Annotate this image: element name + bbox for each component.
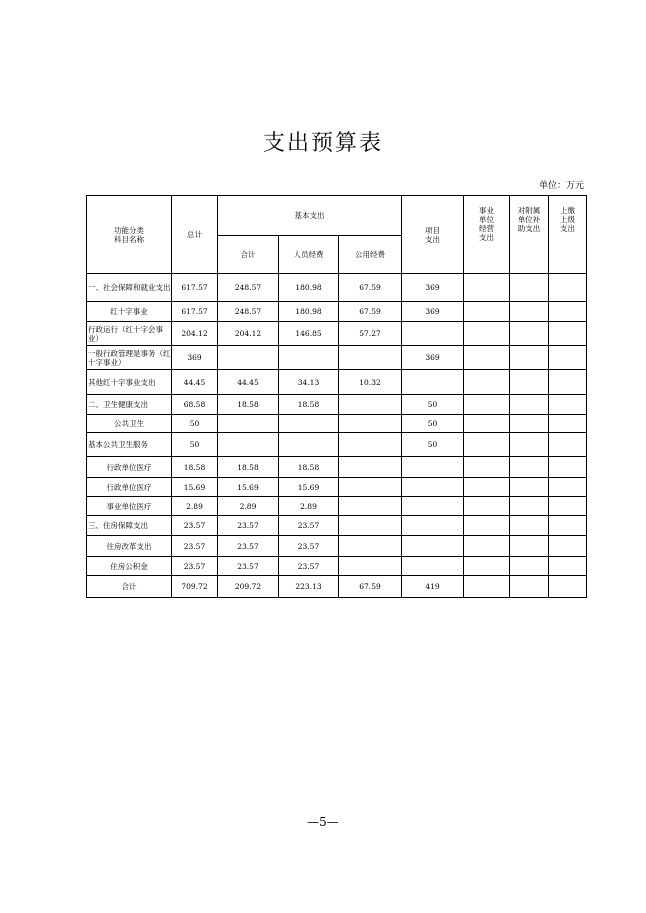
row-basic-total: 209.72 bbox=[218, 576, 279, 598]
row-business bbox=[464, 274, 510, 302]
row-total: 204.12 bbox=[172, 322, 218, 346]
row-project bbox=[402, 536, 464, 557]
row-project bbox=[402, 497, 464, 516]
row-subsidy bbox=[510, 557, 549, 576]
row-name: 行政单位医疗 bbox=[87, 457, 172, 478]
row-personnel: 34.13 bbox=[279, 370, 339, 395]
row-public bbox=[339, 433, 402, 457]
table-row bbox=[87, 557, 587, 576]
row-upper bbox=[549, 322, 587, 346]
row-basic-total: 204.12 bbox=[218, 322, 279, 346]
header-total: 总计 bbox=[172, 196, 218, 274]
row-public: 67.59 bbox=[339, 302, 402, 322]
header-basic-total: 合计 bbox=[218, 236, 279, 274]
row-basic-total: 44.45 bbox=[218, 370, 279, 395]
header-business: 事业 单位 经营 支出 bbox=[464, 196, 510, 274]
row-subsidy bbox=[510, 302, 549, 322]
row-personnel bbox=[279, 433, 339, 457]
row-upper bbox=[549, 576, 587, 598]
row-business bbox=[464, 395, 510, 415]
row-name: 公共卫生 bbox=[87, 415, 172, 433]
row-project bbox=[402, 557, 464, 576]
row-public: 57.27 bbox=[339, 322, 402, 346]
row-project bbox=[402, 370, 464, 395]
table-row-total bbox=[87, 576, 587, 598]
header-public: 公用经费 bbox=[339, 236, 402, 274]
row-total: 369 bbox=[172, 346, 218, 370]
row-upper bbox=[549, 395, 587, 415]
header-personnel: 人员经费 bbox=[279, 236, 339, 274]
row-business bbox=[464, 497, 510, 516]
table-row bbox=[87, 370, 587, 395]
page-number: —5— bbox=[307, 815, 339, 829]
row-total: 50 bbox=[172, 415, 218, 433]
row-project: 369 bbox=[402, 302, 464, 322]
row-project bbox=[402, 478, 464, 497]
row-subsidy bbox=[510, 576, 549, 598]
row-business bbox=[464, 302, 510, 322]
row-name: 住房改革支出 bbox=[87, 536, 172, 557]
row-project bbox=[402, 516, 464, 536]
row-personnel: 23.57 bbox=[279, 536, 339, 557]
row-name: 一、社会保障和就业支出 bbox=[87, 274, 172, 302]
header-project: 项目 支出 bbox=[402, 196, 464, 274]
row-name: 三、住房保障支出 bbox=[87, 516, 172, 536]
row-business bbox=[464, 346, 510, 370]
row-name: 一般行政管理是事务（红十字事业） bbox=[87, 346, 172, 370]
row-business bbox=[464, 415, 510, 433]
row-project: 369 bbox=[402, 274, 464, 302]
row-subsidy bbox=[510, 497, 549, 516]
row-subsidy bbox=[510, 395, 549, 415]
row-upper bbox=[549, 370, 587, 395]
row-basic-total: 248.57 bbox=[218, 274, 279, 302]
row-project: 419 bbox=[402, 576, 464, 598]
row-business bbox=[464, 322, 510, 346]
row-total: 617.57 bbox=[172, 274, 218, 302]
row-project bbox=[402, 457, 464, 478]
row-total: 68.58 bbox=[172, 395, 218, 415]
header-upper: 上缴 上级 支出 bbox=[549, 196, 587, 274]
row-personnel: 23.57 bbox=[279, 516, 339, 536]
table-row bbox=[87, 457, 587, 478]
row-subsidy bbox=[510, 274, 549, 302]
row-project: 369 bbox=[402, 346, 464, 370]
row-business bbox=[464, 370, 510, 395]
header-category: 功能分类 科目名称 bbox=[87, 196, 172, 274]
row-public bbox=[339, 516, 402, 536]
row-public: 10.32 bbox=[339, 370, 402, 395]
table-row bbox=[87, 395, 587, 415]
row-basic-total: 248.57 bbox=[218, 302, 279, 322]
row-total: 709.72 bbox=[172, 576, 218, 598]
row-business bbox=[464, 457, 510, 478]
row-basic-total bbox=[218, 346, 279, 370]
header-basic: 基本支出 bbox=[218, 196, 402, 236]
row-name: 行政运行（红十字会事业） bbox=[87, 322, 172, 346]
row-personnel bbox=[279, 346, 339, 370]
row-business bbox=[464, 478, 510, 497]
row-subsidy bbox=[510, 370, 549, 395]
row-total: 44.45 bbox=[172, 370, 218, 395]
row-public bbox=[339, 346, 402, 370]
row-personnel: 23.57 bbox=[279, 557, 339, 576]
row-upper bbox=[549, 415, 587, 433]
row-business bbox=[464, 536, 510, 557]
row-basic-total: 18.58 bbox=[218, 395, 279, 415]
table-row bbox=[87, 516, 587, 536]
row-basic-total: 15.69 bbox=[218, 478, 279, 497]
row-personnel: 15.69 bbox=[279, 478, 339, 497]
row-project: 50 bbox=[402, 395, 464, 415]
row-total: 617.57 bbox=[172, 302, 218, 322]
row-subsidy bbox=[510, 433, 549, 457]
table-row bbox=[87, 536, 587, 557]
row-upper bbox=[549, 457, 587, 478]
table-row bbox=[87, 478, 587, 497]
row-project bbox=[402, 322, 464, 346]
row-total: 18.58 bbox=[172, 457, 218, 478]
table-row bbox=[87, 433, 587, 457]
row-upper bbox=[549, 536, 587, 557]
table-row bbox=[87, 322, 587, 346]
row-public bbox=[339, 497, 402, 516]
row-name: 住房公积金 bbox=[87, 557, 172, 576]
row-name: 红十字事业 bbox=[87, 302, 172, 322]
row-public bbox=[339, 536, 402, 557]
budget-table bbox=[86, 195, 587, 598]
row-subsidy bbox=[510, 415, 549, 433]
row-public bbox=[339, 457, 402, 478]
row-personnel: 180.98 bbox=[279, 302, 339, 322]
table-row bbox=[87, 415, 587, 433]
row-upper bbox=[549, 478, 587, 497]
row-total: 2.89 bbox=[172, 497, 218, 516]
row-personnel: 223.13 bbox=[279, 576, 339, 598]
row-personnel: 2.89 bbox=[279, 497, 339, 516]
row-name: 二、卫生健康支出 bbox=[87, 395, 172, 415]
row-total: 23.57 bbox=[172, 536, 218, 557]
row-name: 合计 bbox=[87, 576, 172, 598]
row-public: 67.59 bbox=[339, 274, 402, 302]
table-row bbox=[87, 274, 587, 302]
page-title: 支出预算表 bbox=[262, 131, 383, 156]
row-personnel: 180.98 bbox=[279, 274, 339, 302]
row-name: 其他红十字事业支出 bbox=[87, 370, 172, 395]
table-row bbox=[87, 346, 587, 370]
row-basic-total bbox=[218, 415, 279, 433]
row-total: 15.69 bbox=[172, 478, 218, 497]
row-upper bbox=[549, 274, 587, 302]
row-project: 50 bbox=[402, 433, 464, 457]
row-business bbox=[464, 557, 510, 576]
row-total: 23.57 bbox=[172, 516, 218, 536]
row-upper bbox=[549, 557, 587, 576]
row-total: 50 bbox=[172, 433, 218, 457]
row-subsidy bbox=[510, 346, 549, 370]
row-upper bbox=[549, 302, 587, 322]
row-basic-total: 2.89 bbox=[218, 497, 279, 516]
row-basic-total bbox=[218, 433, 279, 457]
row-upper bbox=[549, 497, 587, 516]
unit-label: 单位：万元 bbox=[538, 181, 584, 191]
row-basic-total: 18.58 bbox=[218, 457, 279, 478]
row-public bbox=[339, 395, 402, 415]
row-subsidy bbox=[510, 322, 549, 346]
header-subsidy: 对附属 单位补 助支出 bbox=[510, 196, 549, 274]
row-subsidy bbox=[510, 516, 549, 536]
row-public bbox=[339, 478, 402, 497]
row-name: 基本公共卫生服务 bbox=[87, 433, 172, 457]
row-personnel: 18.58 bbox=[279, 395, 339, 415]
row-public: 67.59 bbox=[339, 576, 402, 598]
row-personnel bbox=[279, 415, 339, 433]
row-project: 50 bbox=[402, 415, 464, 433]
row-upper bbox=[549, 346, 587, 370]
row-personnel: 146.85 bbox=[279, 322, 339, 346]
table-row bbox=[87, 497, 587, 516]
table-row bbox=[87, 302, 587, 322]
row-business bbox=[464, 516, 510, 536]
row-name: 事业单位医疗 bbox=[87, 497, 172, 516]
row-public bbox=[339, 557, 402, 576]
row-upper bbox=[549, 516, 587, 536]
row-total: 23.57 bbox=[172, 557, 218, 576]
row-basic-total: 23.57 bbox=[218, 536, 279, 557]
row-basic-total: 23.57 bbox=[218, 557, 279, 576]
row-personnel: 18.58 bbox=[279, 457, 339, 478]
row-business bbox=[464, 576, 510, 598]
row-subsidy bbox=[510, 457, 549, 478]
row-business bbox=[464, 433, 510, 457]
row-name: 行政单位医疗 bbox=[87, 478, 172, 497]
row-subsidy bbox=[510, 536, 549, 557]
row-basic-total: 23.57 bbox=[218, 516, 279, 536]
row-public bbox=[339, 415, 402, 433]
row-upper bbox=[549, 433, 587, 457]
row-subsidy bbox=[510, 478, 549, 497]
